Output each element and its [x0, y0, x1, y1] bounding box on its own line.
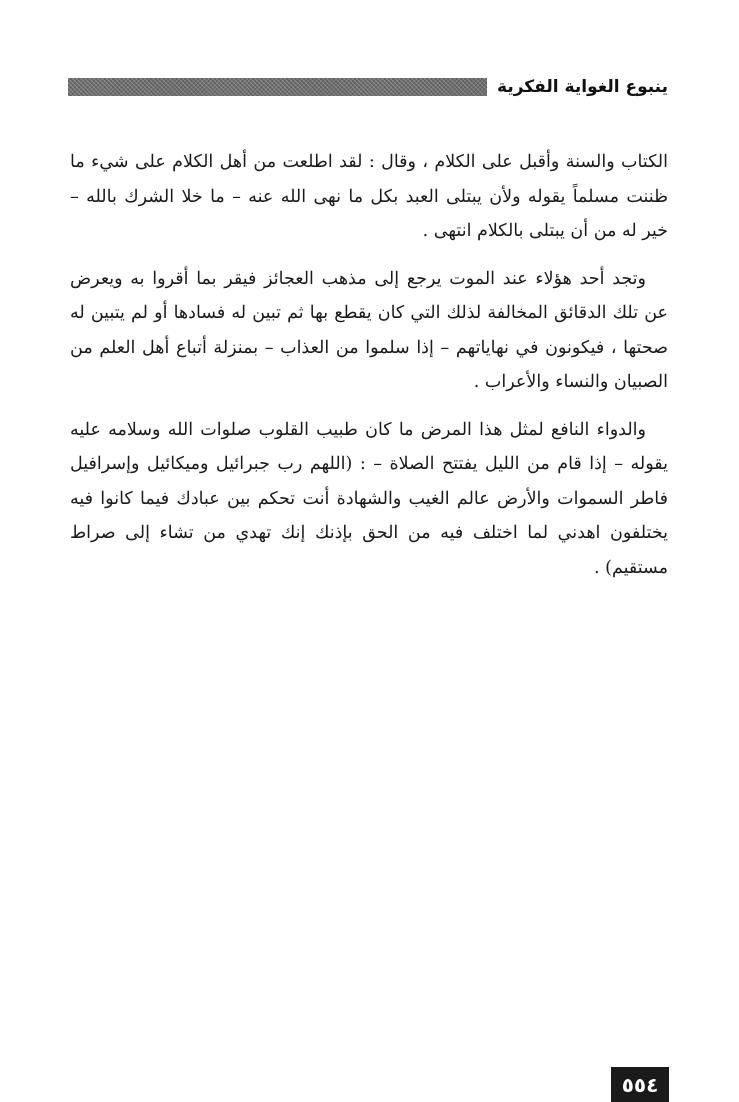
page-number: ٥٥٤ [611, 1067, 669, 1102]
body-text [70, 145, 668, 598]
running-header [68, 74, 668, 100]
paragraph-2: وتجد أحد هؤلاء عند الموت يرجع إلى مذهب العجائز فيقر بما أقروا به ويعرض عن تلك الدقائق المخالفة لذلك التي كان يقطع بها ثم تبين له فسادها أو لم يتبين له صحتها ، فيكونون في نهاياتهم – إذا سلموا من العذاب – بمنزلة أتباع أهل العلم من الصبيان والنساء والأعراب . [70, 268, 668, 392]
header-title: ينبوع الغواية الفكرية [497, 77, 668, 97]
paragraph-1: الكتاب والسنة وأقبل على الكلام ، وقال : لقد اطلعت من أهل الكلام على شيء ما ظننت مسلماً يقوله ولأن يبتلى العبد بكل ما نهى الله عنه – ما خلا الشرك بالله – خير له من أن يبتلى بالكلام انتهى . [70, 152, 668, 241]
paragraph-3: والدواء النافع لمثل هذا المرض ما كان طبيب القلوب صلوات الله وسلامه عليه يقوله – إذا قام من الليل يفتتح الصلاة – : (اللهم رب جبرائيل وميكائيل وإسرافيل فاطر السموات والأرض عالم الغيب والشهادة أنت تحكم بين عبادك فيما كانوا فيه يختلفون اهدني لما اختلف فيه من الحق بإذنك إنك تهدي من تشاء إلى صراط مستقيم) . [70, 419, 668, 578]
header-decorative-bar [68, 78, 487, 96]
